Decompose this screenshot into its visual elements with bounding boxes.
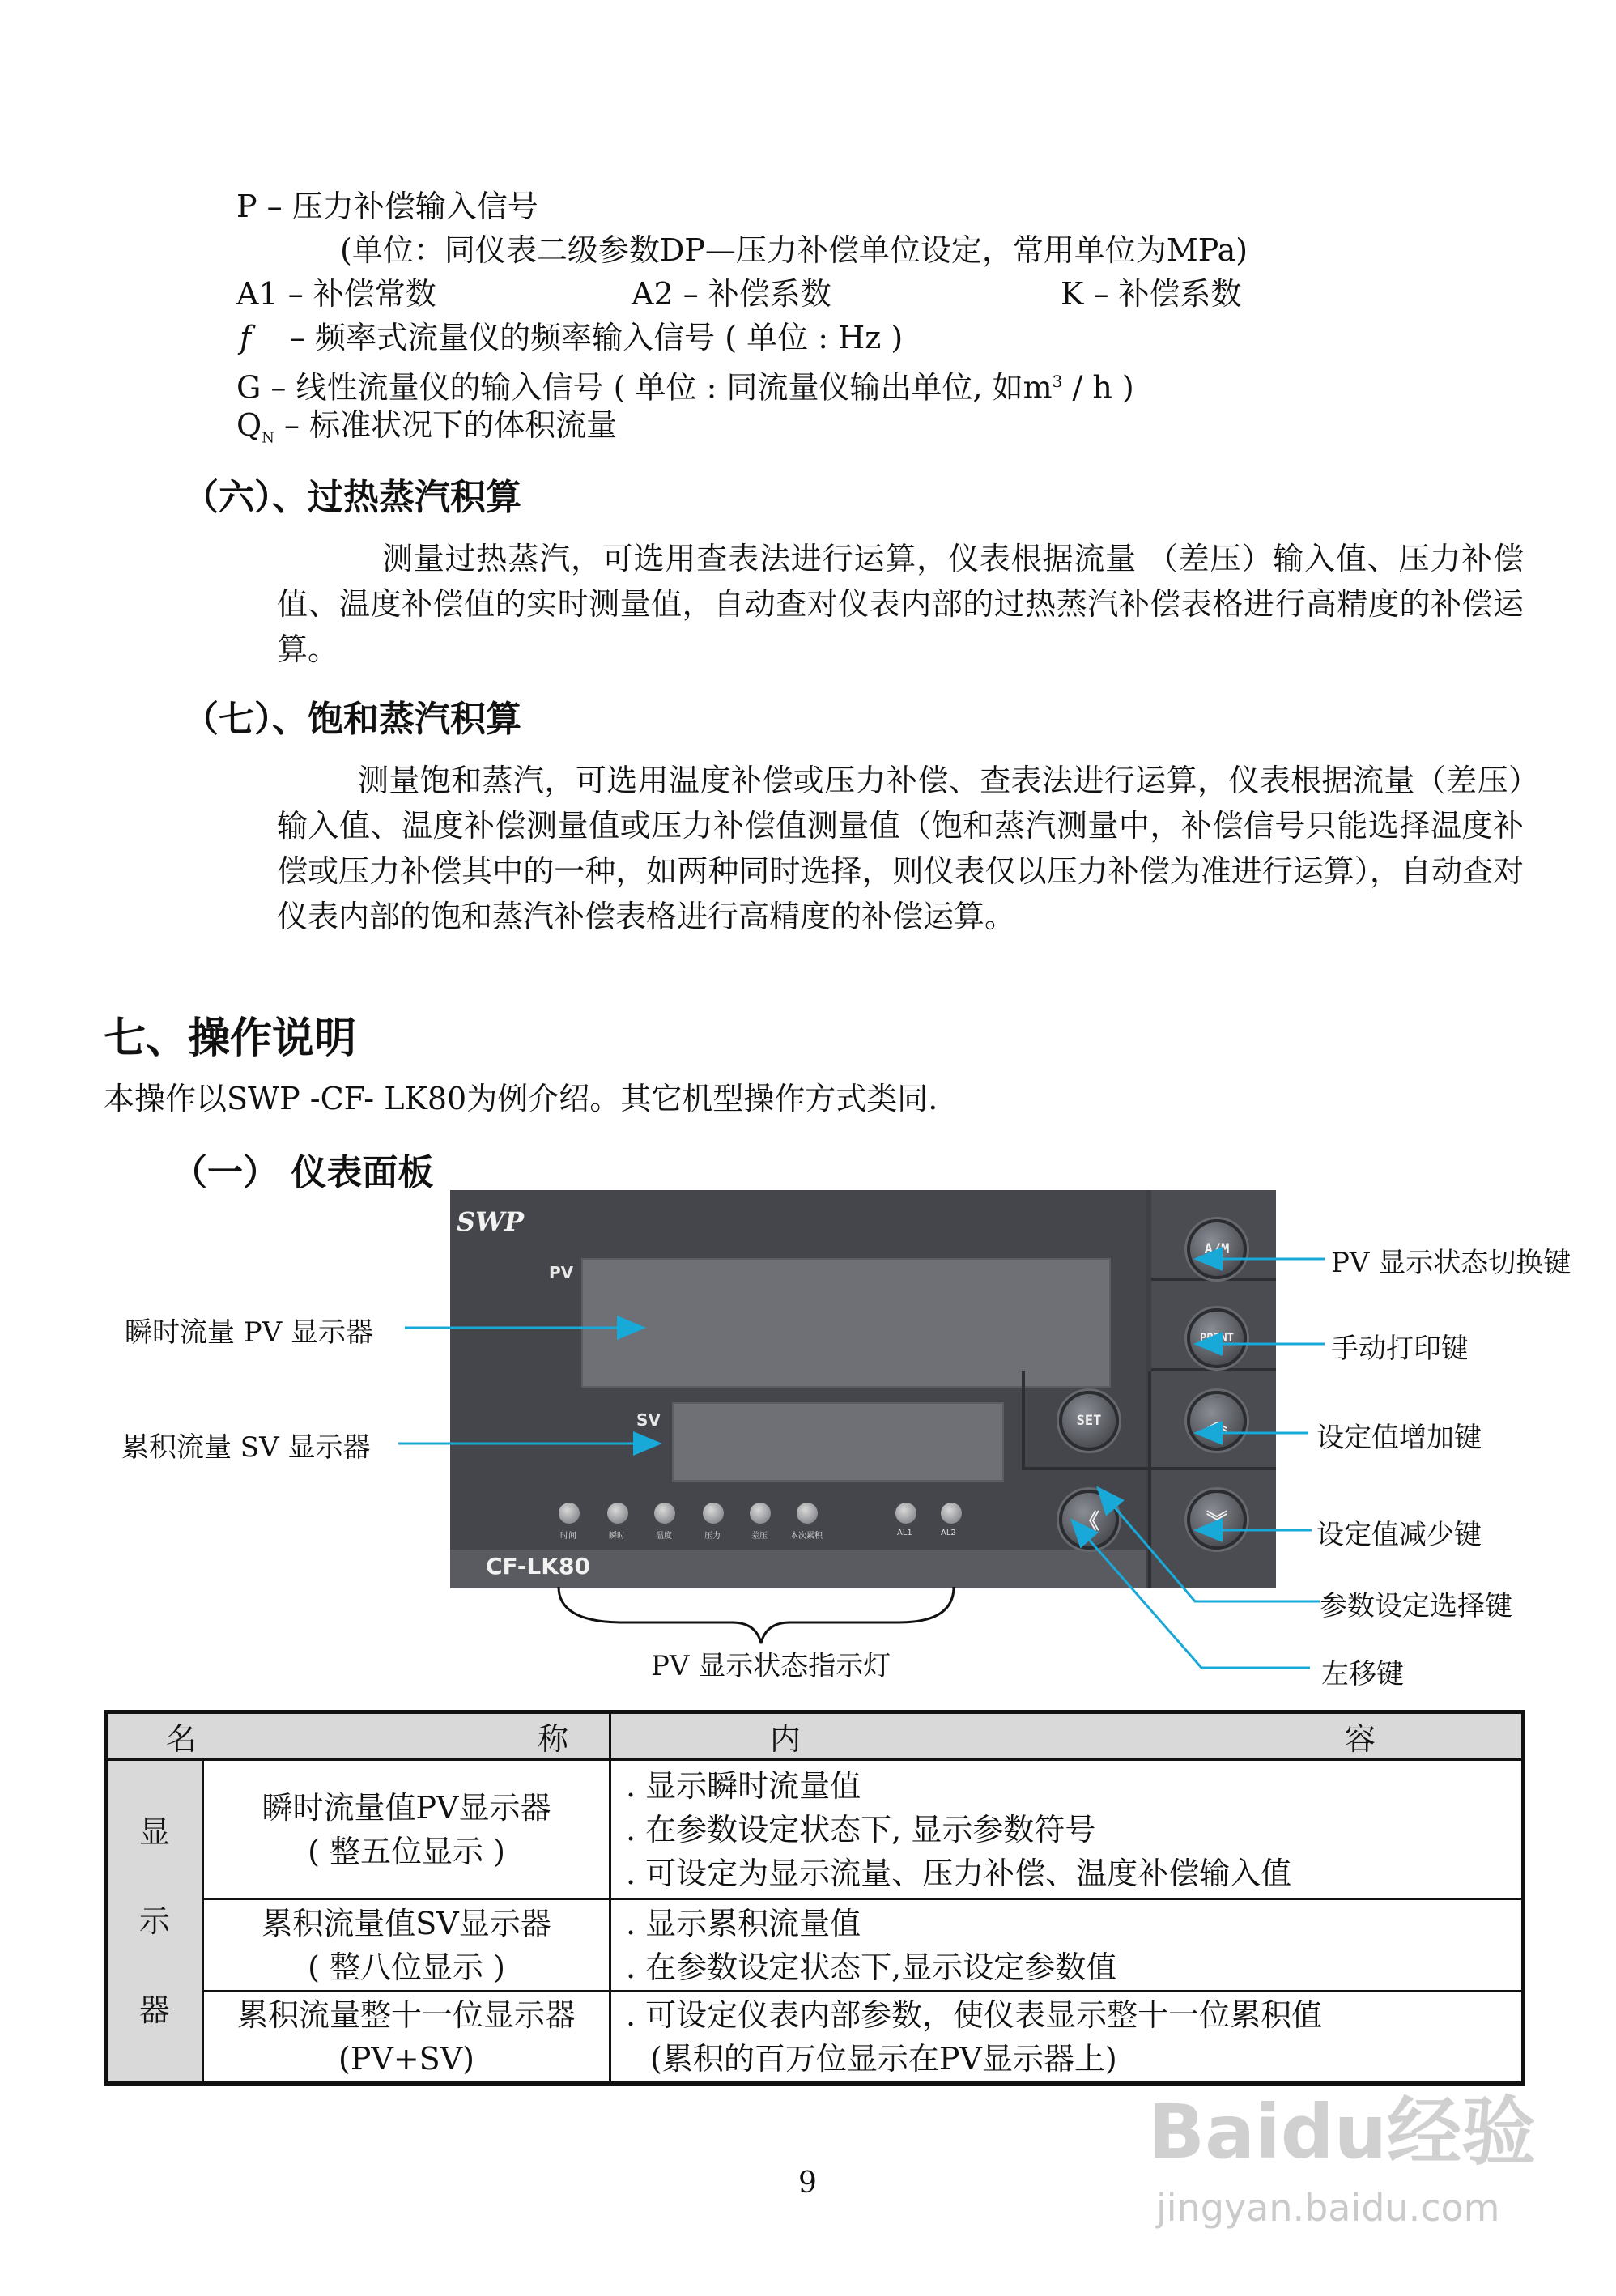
group-char: 器	[138, 1992, 170, 2028]
led-label: 瞬时	[609, 1532, 625, 1541]
pv-tag: PV	[549, 1263, 574, 1282]
header-name-a: 名	[166, 1721, 198, 1757]
page-number: 9	[798, 2166, 817, 2200]
watermark-logo: Baidu经验	[1148, 2089, 1537, 2175]
led-label: 差压	[751, 1532, 768, 1541]
var-f-symbol: f	[240, 320, 252, 355]
table-row	[106, 1992, 1524, 2084]
var-p: P – 压力补偿输入信号	[236, 189, 538, 224]
chapter-heading: 七、操作说明	[104, 1014, 357, 1063]
group-cell	[106, 1760, 203, 2084]
model-label: CF-LK80	[486, 1553, 590, 1580]
led-label: 压力	[704, 1532, 721, 1541]
label-indicators: PV 显示状态指示灯	[651, 1650, 891, 1682]
row-name-2: ( 整八位显示 )	[308, 1949, 505, 1985]
row-name	[203, 1899, 610, 1992]
sv-tag: SV	[636, 1410, 661, 1430]
label-pv-display: 瞬时流量 PV 显示器	[125, 1316, 374, 1349]
row-name-1: 累积流量值SV显示器	[262, 1905, 551, 1941]
row-line: . 显示累积流量值	[626, 1905, 861, 1941]
row-name-1: 累积流量整十一位显示器	[236, 1997, 576, 2033]
section7-body: 测量饱和蒸汽，可选用温度补偿或压力补偿、查表法进行运算，仪表根据流量（差压）输入值、温度补偿测量值或压力补偿值测量值（饱和蒸汽测量中，补偿信号只能选择温度补偿或压力补偿其中的一种，如两种同时选择，则仪表仅以压力补偿为准进行运算），自动查对仪表内部的饱和蒸汽补偿表格进行高精度的补偿运算。	[277, 763, 1524, 934]
led-label: AL1	[897, 1529, 912, 1537]
section6-body: 测量过热蒸汽，可选用查表法进行运算，仪表根据流量 （差压）输入值、压力补偿值、温度补偿值的实时测量值，自动查对仪表内部的过热蒸汽补偿表格进行高精度的补偿运算。	[277, 541, 1524, 667]
watermark-url: jingyan.baidu.com	[1156, 2186, 1500, 2230]
group-char: 示	[138, 1903, 170, 1939]
var-k: K – 补偿系数	[1061, 276, 1242, 312]
spec-table	[104, 1710, 1525, 2086]
header-content	[610, 1712, 1524, 1760]
row-line: . 可设定为显示流量、压力补偿、温度补偿输入值	[626, 1855, 1292, 1891]
var-qn-sub: N	[262, 429, 274, 447]
label-print: 手动打印键	[1331, 1333, 1469, 1365]
row-line: (累积的百万位显示在PV显示器上)	[650, 2041, 1117, 2077]
label-up: 设定值增加键	[1316, 1422, 1482, 1454]
row-name	[203, 1760, 610, 1899]
led-label: AL2	[941, 1529, 956, 1537]
var-p-note: (单位：同仪表二级参数DP—压力补偿单位设定，常用单位为MPa)	[340, 232, 1248, 268]
row-name	[203, 1992, 610, 2084]
row-line: . 显示瞬时流量值	[626, 1767, 861, 1804]
row-line: . 可设定仪表内部参数，使仪表显示整十一位累积值	[626, 1997, 1323, 2033]
led-label: 本次累积	[790, 1532, 823, 1541]
row-content	[610, 1992, 1524, 2084]
header-content-a: 内	[770, 1721, 802, 1757]
row-name-2: ( 整五位显示 )	[308, 1833, 505, 1869]
brand-logo: SWP	[457, 1206, 525, 1237]
row-name-2: (PV+SV)	[338, 2041, 474, 2077]
row-content	[610, 1760, 1524, 1899]
header-name	[106, 1712, 610, 1760]
chapter-intro: 本操作以SWP -CF- LK80为例介绍。其它机型操作方式类同.	[104, 1081, 938, 1116]
label-left: 左移键	[1321, 1658, 1404, 1690]
panel-heading: （一） 仪表面板	[172, 1152, 434, 1193]
section7-heading: （七）、饱和蒸汽积算	[183, 699, 521, 740]
print-button[interactable]: PRINT	[1187, 1308, 1247, 1368]
up-button[interactable]: ︽	[1187, 1391, 1247, 1451]
var-qn-q: Q	[236, 407, 262, 443]
label-down: 设定值减少键	[1316, 1519, 1482, 1551]
table-row	[106, 1899, 1524, 1992]
row-name-1: 瞬时流量值PV显示器	[262, 1789, 551, 1826]
down-button[interactable]: ︾	[1187, 1490, 1247, 1550]
label-set: 参数设定选择键	[1320, 1590, 1512, 1622]
arrow-left	[1074, 1522, 1310, 1668]
var-qn-text: – 标准状况下的体积流量	[274, 407, 618, 443]
var-g-text: G – 线性流量仪的输入信号 ( 单位 : 同流量仪输出单位, 如m	[236, 369, 1053, 406]
var-a2: A2 – 补偿系数	[632, 276, 831, 312]
left-button[interactable]: 《	[1059, 1490, 1119, 1550]
row-content	[610, 1899, 1524, 1992]
indicators-brace	[559, 1587, 954, 1643]
row-line: . 在参数设定状态下, 显示参数符号	[626, 1811, 1096, 1847]
am-button[interactable]: A/M	[1187, 1219, 1247, 1279]
arrow-set	[1099, 1490, 1320, 1601]
var-g-sup: 3	[1052, 372, 1063, 391]
header-name-b: 称	[537, 1721, 568, 1757]
led-label: 温度	[656, 1532, 672, 1541]
label-sv-display: 累积流量 SV 显示器	[121, 1431, 371, 1464]
group-char: 显	[138, 1814, 170, 1850]
var-f-text: – 频率式流量仪的频率输入信号 ( 单位 : Hz )	[290, 320, 904, 355]
table-header-row	[106, 1712, 1524, 1760]
label-pv-switch: PV 显示状态切换键	[1331, 1247, 1571, 1279]
led-label: 时间	[560, 1532, 576, 1541]
var-a1: A1 – 补偿常数	[236, 276, 436, 312]
row-line: . 在参数设定状态下,显示设定参数值	[626, 1949, 1117, 1985]
header-content-b: 容	[1344, 1721, 1376, 1757]
set-button[interactable]: SET	[1059, 1391, 1119, 1451]
table-row	[106, 1760, 1524, 1899]
section6-heading: （六）、过热蒸汽积算	[183, 477, 521, 518]
var-g-end: / h )	[1062, 369, 1134, 406]
